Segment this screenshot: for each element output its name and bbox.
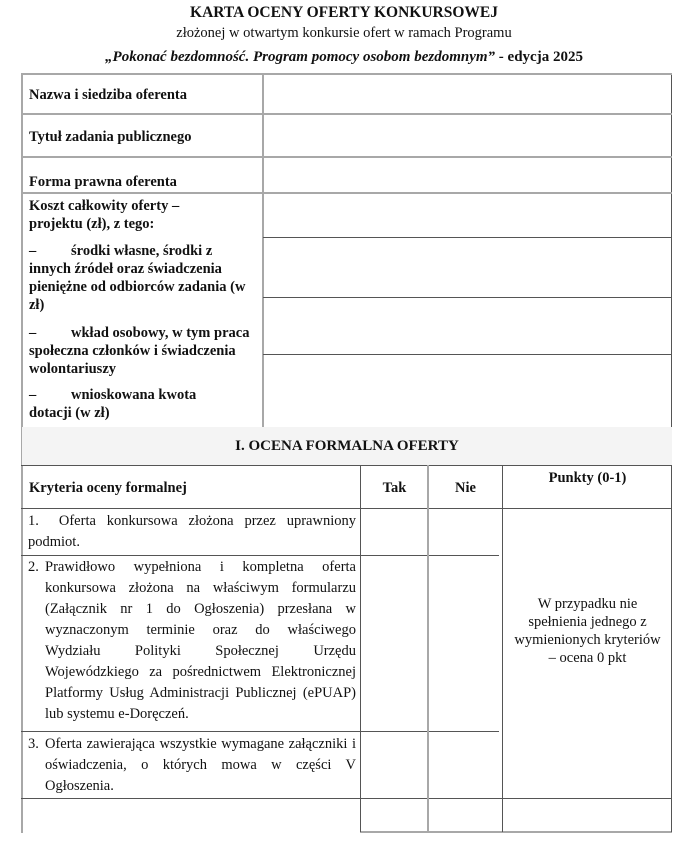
label-offerer-name: Nazwa i siedziba oferenta: [29, 87, 187, 103]
label-legal-form: Forma prawna oferenta: [29, 174, 177, 190]
criterion-number: 2.: [28, 559, 39, 575]
column-header-points: Punkty (0-1): [548, 470, 627, 486]
criterion-4-nie-cell[interactable]: [429, 799, 502, 831]
document-title: KARTA OCENY OFERTY KONKURSOWEJ: [190, 4, 498, 21]
criterion-3: [28, 734, 356, 797]
dash-bullet: –: [29, 243, 37, 259]
row-divider: [21, 465, 672, 466]
column-header-nie: Nie: [455, 480, 476, 496]
label-own-funds: [29, 242, 257, 314]
total-cost-field[interactable]: [264, 194, 671, 237]
points-note: W przypadku nie spełnienia jednego z wymienionych kryteriów – ocena 0 pkt: [514, 596, 661, 666]
label-task-title: Tytuł zadania publicznego: [29, 129, 192, 145]
criterion-1-nie-cell[interactable]: [429, 509, 502, 555]
criterion-2-nie-cell[interactable]: [429, 556, 502, 731]
label-own-funds-text: środki własne, środki z innych źródeł oraz świadczenia pieniężne od odbiorców zadania (w zł): [29, 243, 246, 313]
criterion-text: Prawidłowo wypełniona i kompletna oferta konkursowa złożona na właściwym formularzu (Załącznik nr 1 do Ogłoszenia) przesłana w wyznaczonym terminie oraz do właściwego Wydziału Polityki Społecznej Urzędu Wojewódzkiego za pośrednictwem Elektronicznej Platformy Usług Administracji Publicznej (ePUAP) lub systemu e-Doręczeń.: [45, 559, 356, 722]
criterion-number: 3.: [28, 736, 39, 752]
dash-bullet: –: [29, 325, 37, 341]
criterion-2: [28, 557, 356, 725]
task-title-field[interactable]: [264, 115, 671, 156]
document-subtitle: złożonej w otwartym konkursie ofert w ramach Programu: [176, 25, 512, 41]
label-requested-grant: [29, 386, 229, 422]
label-total-cost: Koszt całkowity oferty – projektu (zł), z tego:: [29, 198, 180, 232]
program-edition: - edycja 2025: [495, 49, 583, 65]
criterion-number: 1.: [28, 513, 39, 529]
requested-grant-field[interactable]: [264, 355, 671, 426]
legal-form-field[interactable]: [264, 158, 671, 192]
table-border-bottom: [360, 831, 672, 833]
row-divider: [21, 508, 672, 509]
criterion-1-tak-cell[interactable]: [361, 509, 427, 555]
column-header-criteria: Kryteria oceny formalnej: [29, 480, 187, 496]
criterion-text: Oferta konkursowa złożona przez uprawniony podmiot.: [28, 513, 356, 550]
criterion-text: Oferta zawierająca wszystkie wymagane załączniki i oświadczenia, o których mowa w części V Ogłoszenia.: [45, 736, 356, 794]
criterion-3-tak-cell[interactable]: [361, 732, 427, 798]
criterion-3-nie-cell[interactable]: [429, 732, 502, 798]
criterion-2-tak-cell[interactable]: [361, 556, 427, 731]
program-name: „Pokonać bezdomność. Program pomocy osobom bezdomnym”: [105, 49, 496, 65]
table-border-right: [671, 73, 672, 465]
personal-contribution-field[interactable]: [264, 298, 671, 354]
criterion-4-tak-cell[interactable]: [361, 799, 427, 831]
section-formal-evaluation: I. OCENA FORMALNA OFERTY: [22, 427, 672, 465]
criterion-1: [28, 511, 356, 553]
program-title: [0, 49, 688, 66]
offerer-name-field[interactable]: [264, 75, 671, 113]
label-requested-grant-text: wnioskowana kwota dotacji (w zł): [29, 387, 197, 421]
own-funds-field[interactable]: [264, 238, 671, 297]
label-personal-contribution-text: wkład osobowy, w tym praca społeczna członków i świadczenia wolontariuszy: [29, 325, 250, 377]
column-header-tak: Tak: [382, 480, 407, 496]
dash-bullet: –: [29, 387, 37, 403]
label-personal-contribution: [29, 324, 257, 378]
points-extra-cell[interactable]: [503, 799, 671, 831]
